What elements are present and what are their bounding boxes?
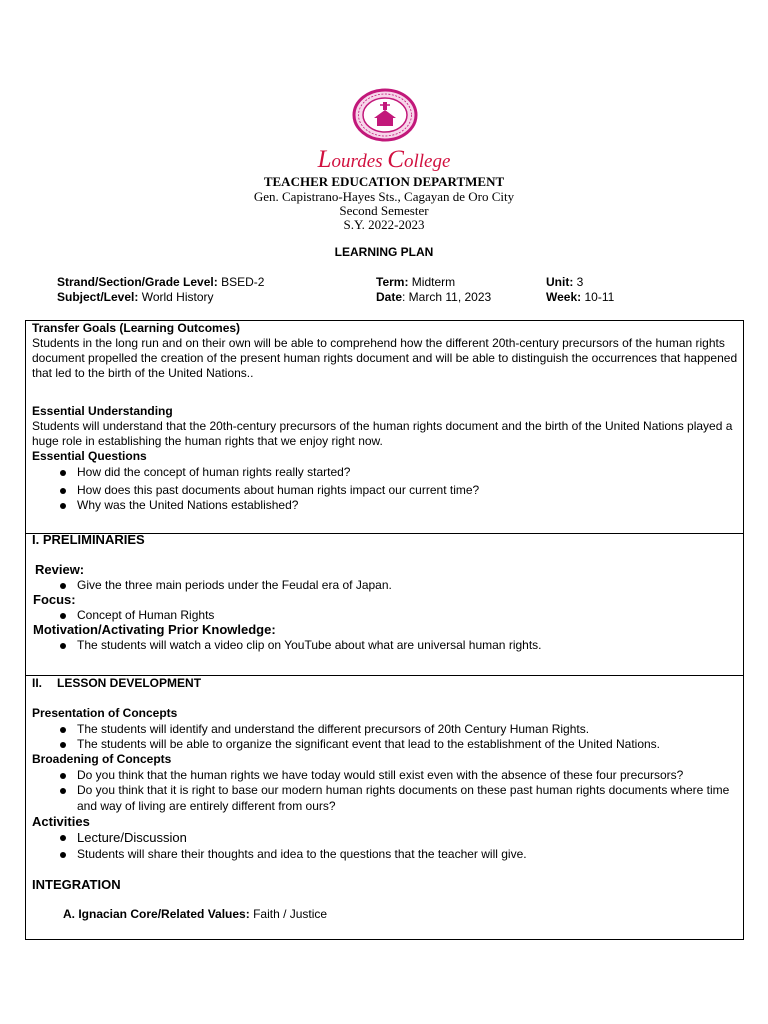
question-item: Why was the United Nations established?	[77, 498, 299, 512]
date-field: Date: March 11, 2023	[376, 290, 492, 304]
bullet-icon	[60, 613, 66, 619]
strand-field: Strand/Section/Grade Level: BSED-2	[57, 275, 265, 289]
term-field: Term: Midterm	[376, 275, 456, 289]
college-name: Lourdes College	[317, 146, 451, 173]
college-seal-logo	[352, 88, 418, 142]
essential-questions-heading: Essential Questions	[32, 449, 147, 463]
broadening-item-line: Do you think that it is right to base our modern human rights documents on these past human rights documents where time	[77, 783, 730, 797]
transfer-goals-text: Students in the long run and on their own will be able to comprehend how the different 20th-century precursors of the human rights document propelled the creation of the present human rights document and will be able to distinguish the occurrences that happened that led to the birth of the United Nations..	[32, 336, 738, 380]
essential-understanding-heading: Essential Understanding	[32, 404, 173, 418]
broadening-item: Do you think that the human rights we have today would still exist even with the absence of these four precursors?	[77, 768, 684, 782]
ignacian-values-field: A. Ignacian Core/Related Values: Faith / Justice	[63, 907, 328, 921]
motivation-heading: Motivation/Activating Prior Knowledge:	[33, 622, 276, 637]
bullet-icon	[60, 643, 66, 649]
document-title: LEARNING PLAN	[334, 245, 434, 259]
bullet-icon	[60, 835, 66, 841]
bullet-icon	[60, 788, 66, 794]
review-heading: Review:	[35, 562, 85, 577]
focus-heading: Focus:	[33, 592, 76, 607]
semester: Second Semester	[339, 203, 429, 218]
activities-heading: Activities	[32, 814, 90, 829]
presentation-item: The students will be able to organize the significant event that lead to the establishment of the United Nations.	[77, 737, 661, 751]
bullet-icon	[60, 742, 66, 748]
broadening-item-line: and way of living are entirely different from ours?	[77, 799, 336, 813]
focus-item: Concept of Human Rights	[77, 608, 215, 622]
preliminaries-box	[25, 533, 744, 676]
bullet-icon	[60, 727, 66, 733]
motivation-item: The students will watch a video clip on YouTube about what are universal human rights.	[77, 638, 542, 652]
question-item: How did the concept of human rights really started?	[77, 465, 351, 479]
question-item: How does this past documents about human rights impact our current time?	[77, 483, 480, 497]
broadening-heading: Broadening of Concepts	[32, 752, 172, 766]
lesson-development-heading: LESSON DEVELOPMENT	[57, 676, 202, 690]
activity-item: Students will share their thoughts and idea to the questions that the teacher will give.	[77, 847, 527, 861]
essential-understanding-text: Students will understand that the 20th-century precursors of the human rights document and the birth of the United Nations played a huge role in establishing the human rights that we enjoy right now.	[32, 419, 733, 448]
week-field: Week: 10-11	[546, 290, 615, 304]
department-name: TEACHER EDUCATION DEPARTMENT	[263, 174, 505, 189]
bullet-icon	[60, 470, 66, 476]
bullet-icon	[60, 773, 66, 779]
bullet-icon	[60, 852, 66, 858]
school-year: S.Y. 2022-2023	[343, 217, 425, 232]
activity-item: Lecture/Discussion	[77, 830, 187, 845]
bullet-icon	[60, 503, 66, 509]
bullet-icon	[60, 583, 66, 589]
presentation-heading: Presentation of Concepts	[32, 706, 178, 720]
subject-field: Subject/Level: World History	[57, 290, 214, 304]
bullet-icon	[60, 488, 66, 494]
preliminaries-heading: I. PRELIMINARIES	[32, 532, 145, 547]
lesson-development-number: II.	[32, 676, 43, 690]
integration-heading: INTEGRATION	[32, 877, 121, 892]
college-address: Gen. Capistrano-Hayes Sts., Cagayan de Oro City	[253, 189, 515, 204]
unit-field: Unit: 3	[546, 275, 584, 289]
review-item: Give the three main periods under the Feudal era of Japan.	[77, 578, 392, 592]
presentation-item: The students will identify and understand the different precursors of 20th Century Human Rights.	[77, 722, 590, 736]
transfer-goals-heading: Transfer Goals (Learning Outcomes)	[32, 321, 241, 335]
